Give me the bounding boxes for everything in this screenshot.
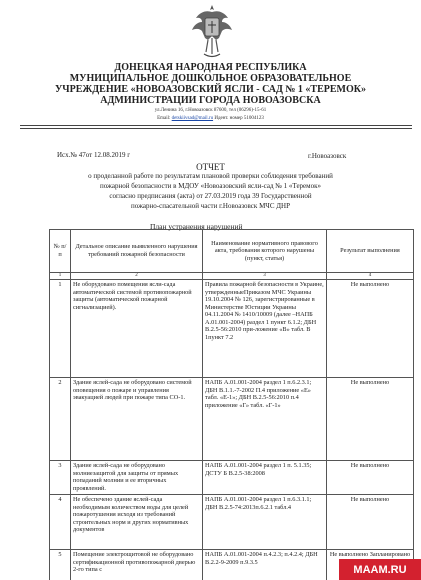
- org-line-2: МУНИЦИПАЛЬНОЕ ДОШКОЛЬНОЕ ОБРАЗОВАТЕЛЬНОЕ: [69, 73, 352, 84]
- violation-description: Не обеспечено здание яслей-сада необходимым количеством воды для целей пожаротушения исходя из требований строительных норм и других нормативных документов: [71, 495, 203, 550]
- intro-line-1: о проделанной работе по результатам плановой проверки соблюдения требований: [88, 172, 333, 180]
- table-row: [50, 495, 414, 550]
- id-number: Идент. номер 51004123: [214, 116, 264, 121]
- dpr-coat-of-arms-icon: [190, 4, 234, 60]
- org-line-4: АДМИНИСТРАЦИИ ГОРОДА НОВОАЗОВСКА: [100, 95, 321, 106]
- violation-description: Помещение электрощитовой не оборудовано сертификационной противопожарной дверью 2-го типа с: [71, 550, 203, 580]
- result-status: Не выполнено: [327, 495, 414, 550]
- column-number-row: [50, 273, 414, 280]
- intro-line-3: согласно предписания (акта) от 27.03.2019 года 39 Государственной: [109, 192, 312, 200]
- result-status: Не выполнено: [327, 378, 414, 461]
- result-status: Не выполнено: [327, 280, 414, 378]
- regulation-reference: НАПБ А.01.001-2004 раздел 1 п. 5.1.35; ДСТУ Б В.2.5-38:2008: [203, 461, 327, 495]
- regulation-reference: НАПБ А.01.001-2004 раздел 1 п.6.2.3.1; ДБН В.1.1.-7-2002 П.4 приложение «Е» табл. «Е-1»; ДБН В.2.5-56:2010 п.4 приложение «Г» табл. «Г-1»: [203, 378, 327, 461]
- org-address: ул.Ленина 16, г.Новоазовск 87600, тел (06296)-15-61: [154, 108, 267, 113]
- regulation-reference: Правила пожарной безопасности в Украине, утвержденныеПриказом МЧС Украины 19.10.2004 № 126, зарегистрированные в Министерстве Юстиции Украины 04.11.2004 № 1410/10009 (далее –НАПБ А.01.001-2004) раздел 1 пункт 6.1.2; ДБН В.2.5-56:2010 при-ложение «В» табл. В 1пункт 7.2: [203, 280, 327, 378]
- violation-description: Здание яслей-сада не оборудовано молниезащитой для защиты от прямых попаданий молнии и ее вторичных проявлений.: [71, 461, 203, 495]
- result-status: Не выполнено Запланировано: [327, 550, 414, 580]
- header-divider-bottom: [20, 128, 412, 129]
- header-number: № п/п: [50, 230, 71, 273]
- regulation-reference: НАПБ А.01.001-2004 п.4.2.3; п.4.2.4; ДБН В.2.2-9-2009 п.9.3.5: [203, 550, 327, 580]
- violation-description: Здание яслей-сада не оборудовано системой оповещения о пожаре и управления эвакуацией людей при пожаре типа СО-1.: [71, 378, 203, 461]
- city-name: г.Новоазовск: [308, 152, 347, 160]
- email-link[interactable]: detskiivsad@mail.ru: [171, 116, 214, 121]
- header-description: Детальное описание выявленного нарушения требований пожарной безопасности: [71, 230, 203, 273]
- regulation-reference: НАПБ А.01.001-2004 раздел 1 п.6.3.1.1; ДБН В.2.5-74:2013п.6.2.1 табл.4: [203, 495, 327, 550]
- report-title: ОТЧЕТ: [196, 162, 225, 172]
- row-number: 5: [50, 550, 71, 580]
- header-result: Результат выполнения: [327, 230, 414, 273]
- table-header-row: [50, 230, 414, 273]
- row-number: 4: [50, 495, 71, 550]
- table-row: [50, 378, 414, 461]
- row-number: 2: [50, 378, 71, 461]
- col-number: 1: [50, 273, 71, 280]
- header-regulation: Наименование нормативного правового акта, требования которого нарушены (пункт, статья): [203, 230, 327, 273]
- org-contacts: [0, 116, 421, 122]
- intro-line-4: пожарно-спасательной части г.Новоазовск МЧС ДНР: [131, 202, 290, 210]
- row-number: 3: [50, 461, 71, 495]
- col-number: 4: [327, 273, 414, 280]
- plan-title: План устранения нарушений: [150, 222, 243, 231]
- col-number: 2: [71, 273, 203, 280]
- org-line-3: УЧРЕЖДЕНИЕ «НОВОАЗОВСКИЙ ЯСЛИ - САД № 1 «ТЕРЕМОК»: [54, 84, 367, 95]
- maam-watermark[interactable]: MAAM.RU: [339, 559, 421, 580]
- outgoing-ref-number: Исх.№ 47от 12.08.2019 г: [57, 151, 131, 159]
- org-line-1: ДОНЕЦКАЯ НАРОДНАЯ РЕСПУБЛИКА: [114, 62, 307, 73]
- header-divider-top: [20, 125, 412, 126]
- violations-table: [49, 229, 414, 580]
- table-row: [50, 461, 414, 495]
- result-status: Не выполнено: [327, 461, 414, 495]
- violation-description: Не оборудовано помещения ясли-сада автоматической системой противопожарной защиты (автоматической пожарной сигнализацией).: [71, 280, 203, 378]
- col-number: 3: [203, 273, 327, 280]
- table-row: [50, 280, 414, 378]
- email-label: Email:: [157, 116, 171, 121]
- intro-line-2: пожарной безопасности в МДОУ «Новоазовский ясли-сад № 1 «Теремок»: [99, 182, 321, 190]
- row-number: 1: [50, 280, 71, 378]
